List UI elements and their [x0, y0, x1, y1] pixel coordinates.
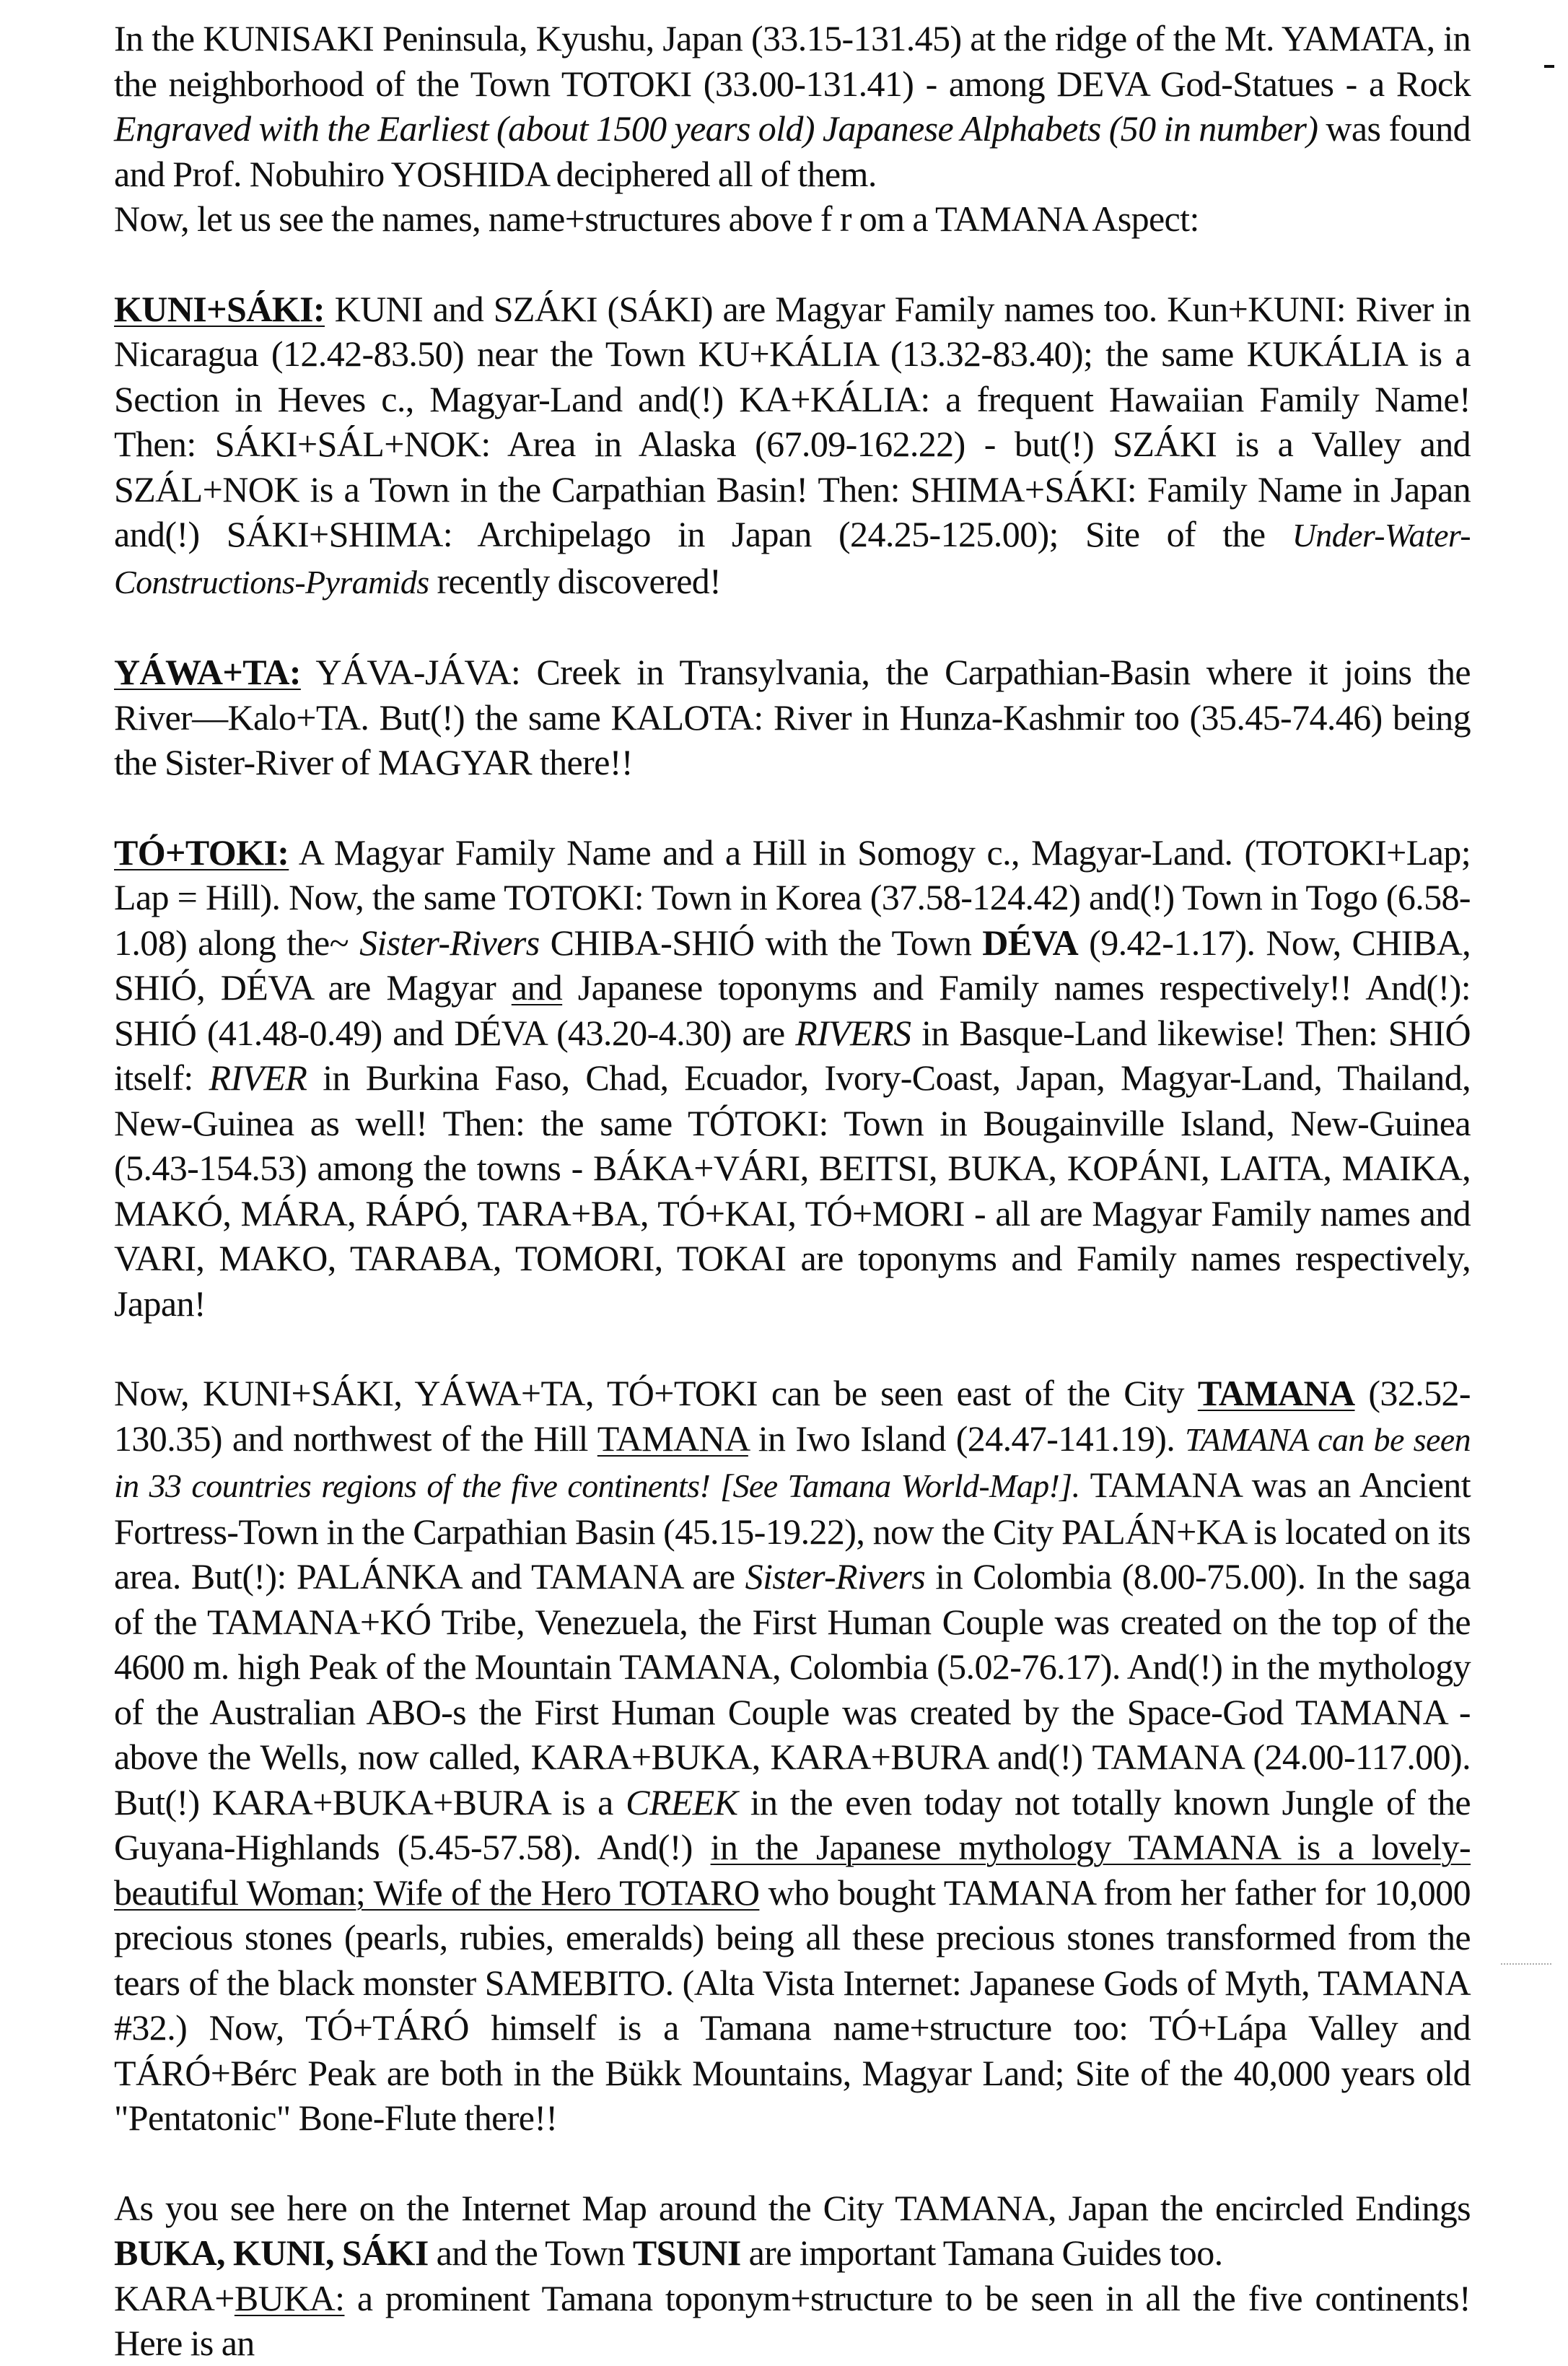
paragraph-tamana: Now, KUNI+SÁKI, YÁWA+TA, TÓ+TOKI can be seen east of the City TAMANA (32.52-130.35) and northwest of the Hill TAMANA in Iwo Island (24.47-141.19). TAMANA can be seen in 33 countries regions of the five continents! [See Tamana World-Map!]. TAMANA was an Ancient Fortress-Town in the Carpathian Basin (45.15-19.22), now the City PALÁN+KA is located on its area. But(!): PALÁNKA and TAMANA are Sister-Rivers in Colombia (8.00-75.00). In the saga of the TAMANA+KÓ Tribe, Venezuela, the First Human Couple was created on the top of the 4600 m. high Peak of the Mountain TAMANA, Colombia (5.02-76.17). And(!) in the mythology of the Australian ABO-s the First Human Couple was created by the Space-God TAMANA - above the Wells, now called, KARA+BUKA, KARA+BURA and(!) TAMANA (24.00-117.00). But(!) KARA+BUKA+BURA is a CREEK in the even today not totally known Jungle of the Guyana-Highlands (5.45-57.58). And(!) in the Japanese mythology TAMANA is a lovely-beautiful Woman; Wife of the Hero TOTARO who bought TAMANA from her father for 10,000 precious stones (pearls, rubies, emeralds) being all these precious stones transformed from the tears of the black monster SAMEBITO. (Alta Vista Internet: Japanese Gods of Myth, TAMANA #32.) Now, TÓ+TÁRÓ himself is a Tamana name+structure too: TÓ+Lápa Valley and TÁRÓ+Bérc Peak are both in the Bükk Mountains, Magyar Land; Site of the 40,000 years old "Pentatonic" Bone-Flute there!!	[114, 1373, 1471, 2138]
paragraph-aspect: Now, let us see the names, name+structures above f r om a TAMANA Aspect:	[114, 198, 1199, 239]
heading-totoki: TÓ+TOKI:	[114, 831, 289, 873]
heading-yawata: YÁWA+TA:	[114, 652, 301, 692]
paragraph-map: As you see here on the Internet Map around the City TAMANA, Japan the encircled Endings BUKA, KUNI, SÁKI and the Town TSUNI are important Tamana Guides too.	[114, 2187, 1471, 2273]
document-page	[114, 16, 1471, 2366]
paragraph-totoki: TÓ+TOKI: A Magyar Family Name and a Hill in Somogy c., Magyar-Land. (TOTOKI+Lap; Lap = Hill). Now, the same TOTOKI: Town in Korea (37.58-124.42) and(!) Town in Togo (6.58-1.08) along the~ Sister-Rivers CHIBA-SHIÓ with the Town DÉVA (9.42-1.17). Now, CHIBA, SHIÓ, DÉVA are Magyar and Japanese toponyms and Family names respectively!! And(!): SHIÓ (41.48-0.49) and DÉVA (43.20-4.30) are RIVERS in Basque-Land likewise! Then: SHIÓ itself: RIVER in Burkina Faso, Chad, Ecuador, Ivory-Coast, Japan, Magyar-Land, Thailand, New-Guinea as well! Then: the same TÓTOKI: Town in Bougainville Island, New-Guinea (5.43-154.53) among the towns - BÁKA+VÁRI, BEITSI, BUKA, KOPÁNI, LAITA, MAIKA, MAKÓ, MÁRA, RÁPÓ, TARA+BA, TÓ+KAI, TÓ+MORI - all are Magyar Family names and VARI, MAKO, TARABA, TOMORI, TOKAI are toponyms and Family names respectively, Japan!	[114, 831, 1471, 1324]
paragraph-intro: In the KUNISAKI Peninsula, Kyushu, Japan (33.15-131.45) at the ridge of the Mt. YAMATA, in the neighborhood of the Town TOTOKI (33.00-131.41) - among DEVA God-Statues - a Rock Engraved with the Earliest (about 1500 years old) Japanese Alphabets (50 in number) was found and Prof. Nobuhiro YOSHIDA deciphered all of them.	[114, 18, 1471, 194]
paragraph-karabuka: KARA+BUKA: a prominent Tamana toponym+structure to be seen in all the five continents! Here is an	[114, 2277, 1471, 2363]
page-edge-dots	[1501, 1963, 1551, 1965]
paragraph-kunisaki: KUNI+SÁKI: KUNI and SZÁKI (SÁKI) are Magyar Family names too. Kun+KUNI: River in Nicaragua (12.42-83.50) near the Town KU+KÁLIA (13.32-83.40); the same KUKÁLIA is a Section in Heves c., Magyar-Land and(!) KA+KÁLIA: a frequent Hawaiian Family Name! Then: SÁKI+SÁL+NOK: Area in Alaska (67.09-162.22) - but(!) SZÁKI is a Valley and SZÁL+NOK is a Town in the Carpathian Basin! Then: SHIMA+SÁKI: Family Name in Japan and(!) SÁKI+SHIMA: Archipelago in Japan (24.25-125.00); Site of the Under-Water-Constructions-Pyramids recently discovered!	[114, 288, 1471, 601]
page-edge-mark	[1544, 65, 1554, 68]
heading-kunisaki: KUNI+SÁKI:	[114, 288, 325, 329]
paragraph-yawata: YÁWA+TA: YÁVA-JÁVA: Creek in Transylvania, the Carpathian-Basin where it joins the River—Kalo+TA. But(!) the same KALOTA: River in Hunza-Kashmir too (35.45-74.46) being the Sister-River of MAGYAR there!!	[114, 652, 1471, 782]
